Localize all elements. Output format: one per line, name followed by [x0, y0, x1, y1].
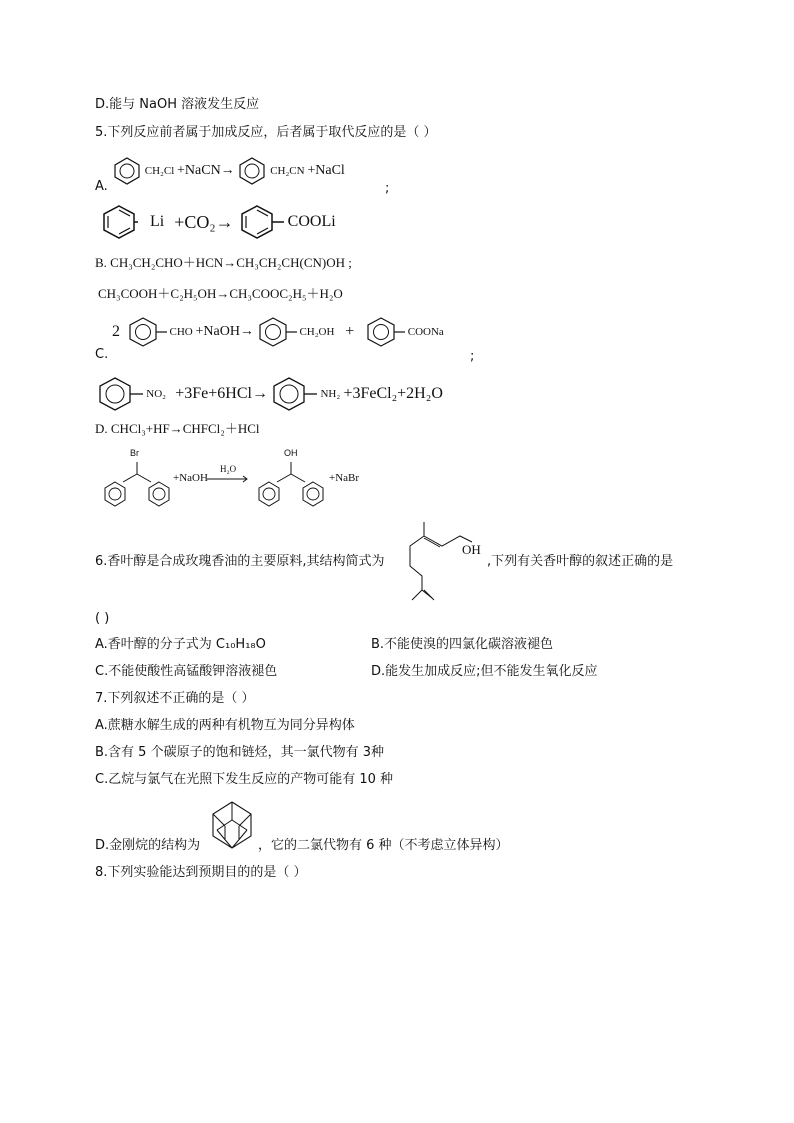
- q5-b-reaction-2: CH₃COOH＋C₂H₅OH→CH₃COOC₂H₅＋H₂O: [98, 286, 343, 301]
- q5-a1-plus2: +NaCl: [307, 163, 345, 178]
- diphenylmethyl-bromide-reaction-diagram: [95, 448, 415, 510]
- q5-a-reaction-2: [100, 203, 336, 241]
- q7-option-d-b: ，它的二氯代物有 6 种（不考虑立体异构）: [258, 838, 509, 853]
- q8-stem: 8.下列实验能达到预期目的的是（ ）: [95, 865, 307, 880]
- benzene-ring-icon: [112, 156, 142, 186]
- q5-c-reaction-1: [112, 316, 444, 348]
- q5-c1-plus1: +NaOH→: [195, 324, 254, 339]
- benzene-ring-icon: [127, 316, 167, 348]
- q7-option-c: C.乙烷与氯气在光照下发生反应的产物可能有 10 种: [95, 772, 394, 787]
- q5-d2-cond: H₂O: [220, 464, 237, 474]
- q5-c-label: C.: [95, 347, 109, 362]
- benzene-ring-icon: [365, 316, 405, 348]
- q6-stem-a: 6.香叶醇是合成玫瑰香油的主要原料,其结构简式为: [95, 554, 385, 569]
- q5-a1-right: CH₂CN: [270, 165, 305, 177]
- benzene-ring-icon: [271, 376, 317, 412]
- q5-a2-right: COOLi: [287, 213, 336, 230]
- q5-c1-left: CHO: [169, 326, 193, 338]
- q5-a-reaction-1: [112, 156, 345, 186]
- q5-c1-right: COONa: [407, 326, 444, 338]
- q4-option-d: D.能与 NaOH 溶液发生反应: [95, 97, 260, 112]
- q5-c-reaction-2: [97, 376, 443, 412]
- q6-paren: ( ): [95, 611, 110, 626]
- q5-a1-end: ;: [385, 181, 390, 196]
- adamantane-structure: [207, 800, 257, 850]
- q5-a2-left: Li: [150, 213, 165, 230]
- benzene-ring-icon: [237, 156, 267, 186]
- q7-option-b: B.含有 5 个碳原子的饱和链烃，其一氯代物有 3种: [95, 745, 384, 760]
- q5-c2-left: NO₂: [146, 388, 166, 400]
- q5-c1-end: ;: [470, 349, 475, 364]
- q5-c1-coef: 2: [112, 323, 120, 340]
- q5-d2-br: Br: [130, 448, 139, 458]
- q5-c1-mid: CH₂OH: [299, 326, 335, 338]
- q5-d2-plus2: +NaBr: [329, 472, 360, 484]
- q6-oh: OH: [462, 542, 481, 557]
- geraniol-skeletal-formula: [402, 518, 492, 608]
- q5-c2-end: +3FeCl₂+2H₂O: [343, 385, 443, 402]
- q5-c2-right: NH₂: [320, 388, 341, 400]
- q6-option-b: B.不能使溴的四氯化碳溶液褪色: [371, 637, 554, 652]
- benzene-ring-icon: [100, 203, 138, 241]
- q6-stem-b: ,下列有关香叶醇的叙述正确的是: [487, 554, 674, 569]
- benzene-ring-icon: [238, 203, 284, 241]
- q7-option-d-a: D.金刚烷的结构为: [95, 838, 201, 853]
- q5-d-reaction-1: D. CHCl₃+HF→CHFCl₂＋HCl: [95, 421, 260, 436]
- q5-c1-plus2: +: [345, 323, 355, 340]
- q5-a1-left: CH₂Cl: [144, 165, 175, 177]
- adamantane-cage-icon: [207, 800, 257, 850]
- q5-a1-plus1: +NaCN→: [177, 163, 235, 178]
- geraniol-structure: [402, 518, 492, 608]
- benzene-ring-icon: [257, 316, 297, 348]
- q5-d2-plus1: +NaOH: [173, 472, 208, 484]
- q5-a-label: A.: [95, 179, 108, 194]
- q6-option-a: A.香叶醇的分子式为 C₁₀H₁₈O: [95, 637, 266, 652]
- q5-a2-plus: +CO₂→: [174, 211, 234, 232]
- q7-option-a: A.蔗糖水解生成的两种有机物互为同分异构体: [95, 718, 355, 733]
- q5-c2-mid: +3Fe+6HCl→: [175, 385, 268, 402]
- benzene-ring-icon: [97, 376, 143, 412]
- q5-stem: 5.下列反应前者属于加成反应，后者属于取代反应的是（ ）: [95, 125, 437, 140]
- q7-stem: 7.下列叙述不正确的是（ ）: [95, 691, 255, 706]
- q5-d-reaction-2: [95, 448, 415, 510]
- q6-option-d: D.能发生加成反应;但不能发生氧化反应: [371, 664, 598, 679]
- q5-d2-oh: OH: [284, 448, 298, 458]
- q5-b-reaction-1: B. CH₃CH₂CHO＋HCN→CH₃CH₂CH(CN)OH ;: [95, 255, 352, 270]
- q6-option-c: C.不能使酸性高锰酸钾溶液褪色: [95, 664, 278, 679]
